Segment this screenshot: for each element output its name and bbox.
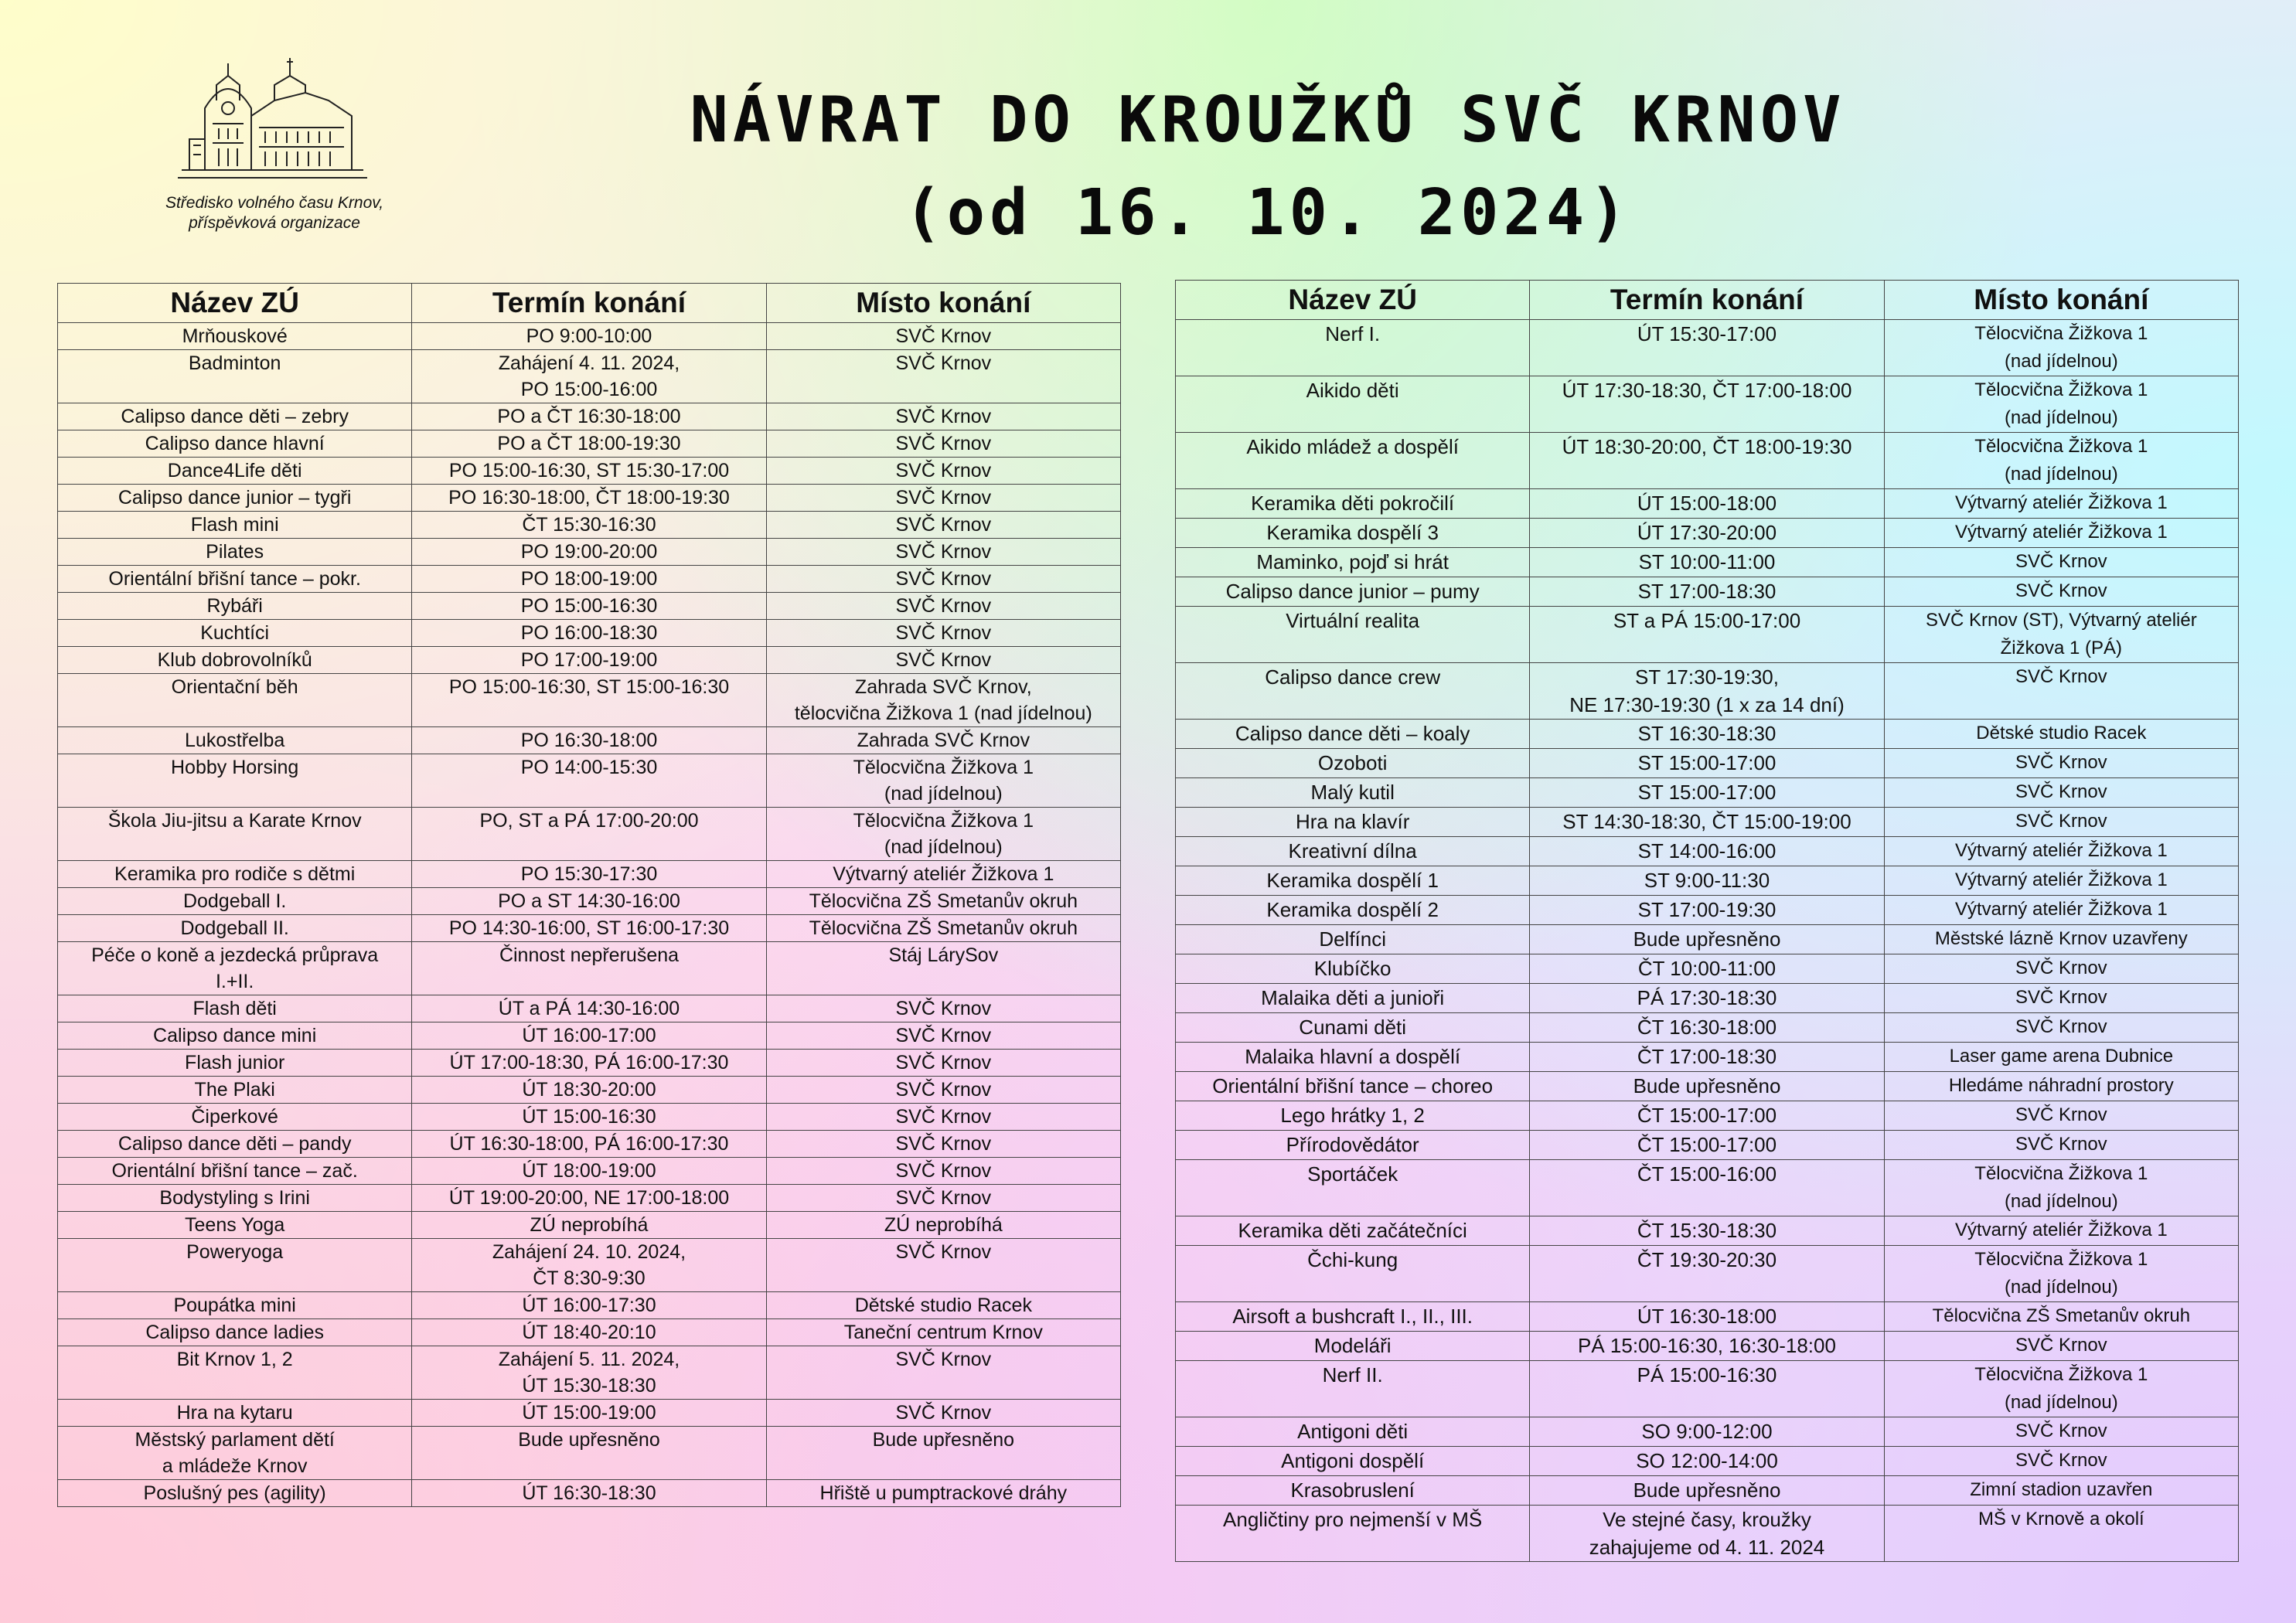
venue-cell: SVČ Krnov <box>766 620 1120 647</box>
venue-cell: SVČ Krnov <box>1884 778 2238 808</box>
table-row <box>1176 1131 2239 1160</box>
venue-cell: Zahrada SVČ Krnov, tělocvična Žižkova 1 (nad jídelnou) <box>766 674 1120 727</box>
schedule-time-cell: Bude upřesněno <box>412 1427 766 1480</box>
activity-name-cell: Angličtiny pro nejmenší v MŠ <box>1176 1506 1530 1562</box>
schedule-time-cell: ÚT 17:30-18:30, ČT 17:00-18:00 <box>1530 376 1884 433</box>
activity-name-cell: Calipso dance ladies <box>58 1319 412 1346</box>
venue-cell: SVČ Krnov <box>1884 1131 2238 1160</box>
activity-name-cell: Čchi-kung <box>1176 1246 1530 1302</box>
venue-cell: SVČ Krnov <box>1884 954 2238 984</box>
venue-cell: Laser game arena Dubnice <box>1884 1043 2238 1072</box>
table-row <box>58 727 1121 754</box>
table-row <box>1176 607 2239 663</box>
venue-cell: Tělocvična Žižkova 1 (nad jídelnou) <box>1884 1361 2238 1417</box>
activity-name-cell: Cunami děti <box>1176 1013 1530 1043</box>
schedule-time-cell: ÚT 18:40-20:10 <box>412 1319 766 1346</box>
activity-name-cell: Calipso dance junior – tygři <box>58 485 412 512</box>
venue-cell: Zahrada SVČ Krnov <box>766 727 1120 754</box>
venue-cell: SVČ Krnov <box>766 1400 1120 1427</box>
table-row <box>1176 1506 2239 1562</box>
table-row <box>58 539 1121 566</box>
activity-name-cell: Krasobruslení <box>1176 1476 1530 1506</box>
schedule-time-cell: ST 15:00-17:00 <box>1530 749 1884 778</box>
venue-cell: SVČ Krnov <box>766 1346 1120 1400</box>
table-row <box>58 323 1121 350</box>
activity-name-cell: Lukostřelba <box>58 727 412 754</box>
table-row <box>58 995 1121 1022</box>
activity-name-cell: Teens Yoga <box>58 1212 412 1239</box>
table-row <box>58 1131 1121 1158</box>
venue-cell: SVČ Krnov <box>1884 663 2238 720</box>
schedule-time-cell: ÚT 15:00-16:30 <box>412 1104 766 1131</box>
activity-name-cell: Dodgeball II. <box>58 915 412 942</box>
schedule-time-cell: PO 15:00-16:30, ST 15:30-17:00 <box>412 458 766 485</box>
table-row <box>1176 749 2239 778</box>
schedule-time-cell: ZÚ neprobíhá <box>412 1212 766 1239</box>
schedule-time-cell: Bude upřesněno <box>1530 1476 1884 1506</box>
venue-cell: Bude upřesněno <box>766 1427 1120 1480</box>
table-row <box>1176 1072 2239 1101</box>
table-row <box>58 942 1121 995</box>
activity-name-cell: Antigoni dospělí <box>1176 1447 1530 1476</box>
activity-name-cell: Calipso dance děti – koaly <box>1176 720 1530 749</box>
schedule-time-cell: ST 16:30-18:30 <box>1530 720 1884 749</box>
activity-name-cell: Malaika děti a junioři <box>1176 984 1530 1013</box>
table-header-row <box>1176 281 2239 320</box>
activity-name-cell: Keramika pro rodiče s dětmi <box>58 861 412 888</box>
schedule-time-cell: ST 14:30-18:30, ČT 15:00-19:00 <box>1530 808 1884 837</box>
venue-cell: Tělocvična ZŠ Smetanův okruh <box>766 888 1120 915</box>
schedule-time-cell: ČT 15:30-16:30 <box>412 512 766 539</box>
schedule-time-cell: ÚT 15:00-18:00 <box>1530 489 1884 519</box>
activity-name-cell: Calipso dance děti – zebry <box>58 403 412 430</box>
table-row <box>1176 1216 2239 1246</box>
venue-cell: Výtvarný ateliér Žižkova 1 <box>766 861 1120 888</box>
table-row <box>1176 548 2239 577</box>
schedule-time-cell: ÚT 18:30-20:00, ČT 18:00-19:30 <box>1530 433 1884 489</box>
left-schedule-table <box>57 283 1121 1507</box>
venue-cell: SVČ Krnov <box>766 539 1120 566</box>
table-row <box>58 1050 1121 1077</box>
schedule-time-cell: ÚT 16:30-18:00 <box>1530 1302 1884 1332</box>
schedule-time-cell: ÚT 15:00-19:00 <box>412 1400 766 1427</box>
venue-cell: SVČ Krnov <box>766 1077 1120 1104</box>
table-row <box>1176 376 2239 433</box>
activity-name-cell: Antigoni děti <box>1176 1417 1530 1447</box>
activity-name-cell: Dance4Life děti <box>58 458 412 485</box>
logo-caption-line1: Středisko volného času Krnov, <box>165 194 384 212</box>
venue-cell: Zimní stadion uzavřen <box>1884 1476 2238 1506</box>
activity-name-cell: Dodgeball I. <box>58 888 412 915</box>
schedule-time-cell: ÚT 17:00-18:30, PÁ 16:00-17:30 <box>412 1050 766 1077</box>
table-row <box>1176 808 2239 837</box>
venue-cell: Dětské studio Racek <box>1884 720 2238 749</box>
venue-cell: SVČ Krnov <box>766 1022 1120 1050</box>
venue-cell: SVČ Krnov <box>766 512 1120 539</box>
activity-name-cell: Keramika dospělí 3 <box>1176 519 1530 548</box>
table-row <box>58 888 1121 915</box>
table-row <box>58 512 1121 539</box>
table-header-row <box>58 284 1121 323</box>
table-row <box>58 808 1121 861</box>
schedule-time-cell: ST 10:00-11:00 <box>1530 548 1884 577</box>
schedule-time-cell: ČT 16:30-18:00 <box>1530 1013 1884 1043</box>
table-row <box>1176 896 2239 925</box>
schedule-time-cell: PO a ČT 16:30-18:00 <box>412 403 766 430</box>
venue-cell: SVČ Krnov <box>1884 749 2238 778</box>
schedule-time-cell: PO a ČT 18:00-19:30 <box>412 430 766 458</box>
schedule-time-cell: ÚT a PÁ 14:30-16:00 <box>412 995 766 1022</box>
activity-name-cell: Orientální břišní tance – pokr. <box>58 566 412 593</box>
venue-cell: SVČ Krnov <box>1884 577 2238 607</box>
table-row <box>58 620 1121 647</box>
schedule-time-cell: PO 16:30-18:00 <box>412 727 766 754</box>
activity-name-cell: Keramika děti pokročilí <box>1176 489 1530 519</box>
schedule-time-cell: ČT 15:00-17:00 <box>1530 1131 1884 1160</box>
schedule-time-cell: ČT 15:30-18:30 <box>1530 1216 1884 1246</box>
venue-cell: Tělocvična ZŠ Smetanův okruh <box>766 915 1120 942</box>
schedule-time-cell: ÚT 19:00-20:00, NE 17:00-18:00 <box>412 1185 766 1212</box>
venue-cell: SVČ Krnov <box>1884 1101 2238 1131</box>
venue-cell: SVČ Krnov <box>1884 1417 2238 1447</box>
schedule-time-cell: ST 17:00-18:30 <box>1530 577 1884 607</box>
venue-cell: SVČ Krnov (ST), Výtvarný ateliér Žižkova 1 (PÁ) <box>1884 607 2238 663</box>
table-row <box>1176 1246 2239 1302</box>
table-row <box>1176 577 2239 607</box>
venue-cell: Výtvarný ateliér Žižkova 1 <box>1884 519 2238 548</box>
page-subtitle-date: (od 16. 10. 2024) <box>904 176 1632 250</box>
table-row <box>58 1480 1121 1507</box>
table-row <box>58 1319 1121 1346</box>
column-header-place: Místo konání <box>766 284 1120 323</box>
venue-cell: Výtvarný ateliér Žižkova 1 <box>1884 866 2238 896</box>
venue-cell: SVČ Krnov <box>1884 1013 2238 1043</box>
schedule-time-cell: Bude upřesněno <box>1530 925 1884 954</box>
venue-cell: SVČ Krnov <box>766 430 1120 458</box>
schedule-time-cell: SO 9:00-12:00 <box>1530 1417 1884 1447</box>
activity-name-cell: The Plaki <box>58 1077 412 1104</box>
venue-cell: SVČ Krnov <box>1884 548 2238 577</box>
schedule-time-cell: ČT 19:30-20:30 <box>1530 1246 1884 1302</box>
activity-name-cell: Airsoft a bushcraft I., II., III. <box>1176 1302 1530 1332</box>
venue-cell: Taneční centrum Krnov <box>766 1319 1120 1346</box>
activity-name-cell: Hra na kytaru <box>58 1400 412 1427</box>
table-row <box>1176 1417 2239 1447</box>
activity-name-cell: Pilates <box>58 539 412 566</box>
venue-cell: SVČ Krnov <box>1884 1447 2238 1476</box>
schedule-time-cell: Zahájení 4. 11. 2024, PO 15:00-16:00 <box>412 350 766 403</box>
venue-cell: SVČ Krnov <box>766 323 1120 350</box>
venue-cell: Hledáme náhradní prostory <box>1884 1072 2238 1101</box>
venue-cell: Tělocvična Žižkova 1 (nad jídelnou) <box>1884 1246 2238 1302</box>
activity-name-cell: Škola Jiu-jitsu a Karate Krnov <box>58 808 412 861</box>
activity-name-cell: Delfínci <box>1176 925 1530 954</box>
venue-cell: SVČ Krnov <box>1884 984 2238 1013</box>
table-row <box>58 430 1121 458</box>
table-row <box>58 1104 1121 1131</box>
venue-cell: Tělocvična Žižkova 1 (nad jídelnou) <box>1884 433 2238 489</box>
schedule-time-cell: Ve stejné časy, kroužky zahajujeme od 4. 11. 2024 <box>1530 1506 1884 1562</box>
activity-name-cell: Nerf I. <box>1176 320 1530 376</box>
schedule-time-cell: ČT 10:00-11:00 <box>1530 954 1884 984</box>
activity-name-cell: Orientační běh <box>58 674 412 727</box>
schedule-time-cell: ÚT 16:30-18:30 <box>412 1480 766 1507</box>
activity-name-cell: Flash mini <box>58 512 412 539</box>
venue-cell: Výtvarný ateliér Žižkova 1 <box>1884 489 2238 519</box>
venue-cell: SVČ Krnov <box>766 566 1120 593</box>
activity-name-cell: Maminko, pojď si hrát <box>1176 548 1530 577</box>
schedule-time-cell: ČT 15:00-17:00 <box>1530 1101 1884 1131</box>
venue-cell: SVČ Krnov <box>766 1185 1120 1212</box>
schedule-time-cell: ST 14:00-16:00 <box>1530 837 1884 866</box>
schedule-time-cell: PO 9:00-10:00 <box>412 323 766 350</box>
schedule-time-cell: PÁ 15:00-16:30, 16:30-18:00 <box>1530 1332 1884 1361</box>
schedule-time-cell: ÚT 16:30-18:00, PÁ 16:00-17:30 <box>412 1131 766 1158</box>
activity-name-cell: Městský parlament dětí a mládeže Krnov <box>58 1427 412 1480</box>
venue-cell: SVČ Krnov <box>1884 808 2238 837</box>
activity-name-cell: Poslušný pes (agility) <box>58 1480 412 1507</box>
venue-cell: Tělocvična Žižkova 1 (nad jídelnou) <box>766 754 1120 808</box>
schedule-time-cell: Činnost nepřerušena <box>412 942 766 995</box>
activity-name-cell: Péče o koně a jezdecká průprava I.+II. <box>58 942 412 995</box>
page-title: NÁVRAT DO KROUŽKŮ SVČ KRNOV <box>690 83 1846 157</box>
venue-cell: SVČ Krnov <box>766 403 1120 430</box>
activity-name-cell: Malý kutil <box>1176 778 1530 808</box>
table-row <box>58 1077 1121 1104</box>
table-row <box>58 1292 1121 1319</box>
schedule-time-cell: PÁ 15:00-16:30 <box>1530 1361 1884 1417</box>
table-row <box>58 350 1121 403</box>
schedule-time-cell: PO 17:00-19:00 <box>412 647 766 674</box>
table-row <box>1176 1160 2239 1216</box>
logo-caption-line2: příspěvková organizace <box>189 214 360 232</box>
table-row <box>1176 1101 2239 1131</box>
venue-cell: SVČ Krnov <box>766 1131 1120 1158</box>
venue-cell: SVČ Krnov <box>766 1158 1120 1185</box>
activity-name-cell: Bit Krnov 1, 2 <box>58 1346 412 1400</box>
table-row <box>1176 1043 2239 1072</box>
schedule-time-cell: Bude upřesněno <box>1530 1072 1884 1101</box>
table-row <box>58 1427 1121 1480</box>
schedule-time-cell: ČT 17:00-18:30 <box>1530 1043 1884 1072</box>
table-row <box>1176 925 2239 954</box>
activity-name-cell: Orientální břišní tance – zač. <box>58 1158 412 1185</box>
activity-name-cell: Calipso dance hlavní <box>58 430 412 458</box>
activity-name-cell: Kreativní dílna <box>1176 837 1530 866</box>
organization-logo <box>131 54 417 240</box>
table-row <box>58 403 1121 430</box>
venue-cell: SVČ Krnov <box>766 593 1120 620</box>
activity-name-cell: Modeláři <box>1176 1332 1530 1361</box>
table-row <box>58 458 1121 485</box>
activity-name-cell: Badminton <box>58 350 412 403</box>
schedule-time-cell: ST 17:00-19:30 <box>1530 896 1884 925</box>
column-header-place: Místo konání <box>1884 281 2238 320</box>
venue-cell: Výtvarný ateliér Žižkova 1 <box>1884 896 2238 925</box>
table-row <box>1176 984 2239 1013</box>
activity-name-cell: Hobby Horsing <box>58 754 412 808</box>
activity-name-cell: Flash děti <box>58 995 412 1022</box>
table-row <box>58 1185 1121 1212</box>
schedule-time-cell: PO, ST a PÁ 17:00-20:00 <box>412 808 766 861</box>
activity-name-cell: Flash junior <box>58 1050 412 1077</box>
venue-cell: SVČ Krnov <box>766 647 1120 674</box>
activity-name-cell: Calipso dance mini <box>58 1022 412 1050</box>
schedule-time-cell: PÁ 17:30-18:30 <box>1530 984 1884 1013</box>
table-row <box>1176 1476 2239 1506</box>
schedule-time-cell: ČT 15:00-16:00 <box>1530 1160 1884 1216</box>
table-row <box>58 1212 1121 1239</box>
table-row <box>1176 519 2239 548</box>
table-row <box>1176 320 2239 376</box>
schedule-time-cell: ÚT 17:30-20:00 <box>1530 519 1884 548</box>
activity-name-cell: Hra na klavír <box>1176 808 1530 837</box>
table-row <box>1176 1361 2239 1417</box>
table-row <box>1176 720 2239 749</box>
table-row <box>58 593 1121 620</box>
schedule-time-cell: PO 15:00-16:30, ST 15:00-16:30 <box>412 674 766 727</box>
table-row <box>58 674 1121 727</box>
column-header-name: Název ZÚ <box>1176 281 1530 320</box>
schedule-time-cell: PO 15:00-16:30 <box>412 593 766 620</box>
table-row <box>58 754 1121 808</box>
schedule-time-cell: ST 9:00-11:30 <box>1530 866 1884 896</box>
table-row <box>1176 1302 2239 1332</box>
venue-cell: SVČ Krnov <box>766 1050 1120 1077</box>
schedule-time-cell: PO 16:00-18:30 <box>412 620 766 647</box>
table-row <box>1176 866 2239 896</box>
venue-cell: SVČ Krnov <box>766 995 1120 1022</box>
activity-name-cell: Rybáři <box>58 593 412 620</box>
activity-name-cell: Aikido mládež a dospělí <box>1176 433 1530 489</box>
table-row <box>1176 1332 2239 1361</box>
schedule-time-cell: ST a PÁ 15:00-17:00 <box>1530 607 1884 663</box>
venue-cell: Výtvarný ateliér Žižkova 1 <box>1884 837 2238 866</box>
activity-name-cell: Aikido děti <box>1176 376 1530 433</box>
venue-cell: SVČ Krnov <box>766 1239 1120 1292</box>
schedule-time-cell: ST 17:30-19:30, NE 17:30-19:30 (1 x za 14 dní) <box>1530 663 1884 720</box>
right-schedule-table <box>1175 280 2239 1562</box>
table-row <box>58 915 1121 942</box>
schedule-time-cell: PO 18:00-19:00 <box>412 566 766 593</box>
venue-cell: SVČ Krnov <box>1884 1332 2238 1361</box>
table-row <box>1176 837 2239 866</box>
venue-cell: Výtvarný ateliér Žižkova 1 <box>1884 1216 2238 1246</box>
venue-cell: SVČ Krnov <box>766 1104 1120 1131</box>
activity-name-cell: Sportáček <box>1176 1160 1530 1216</box>
table-row <box>58 1400 1121 1427</box>
activity-name-cell: Kuchtíci <box>58 620 412 647</box>
venue-cell: SVČ Krnov <box>766 485 1120 512</box>
schedule-time-cell: SO 12:00-14:00 <box>1530 1447 1884 1476</box>
schedule-time-cell: PO a ST 14:30-16:00 <box>412 888 766 915</box>
venue-cell: SVČ Krnov <box>766 350 1120 403</box>
table-row <box>58 566 1121 593</box>
schedule-time-cell: ÚT 18:00-19:00 <box>412 1158 766 1185</box>
activity-name-cell: Přírodovědátor <box>1176 1131 1530 1160</box>
schedule-time-cell: ÚT 18:30-20:00 <box>412 1077 766 1104</box>
schedule-time-cell: Zahájení 24. 10. 2024, ČT 8:30-9:30 <box>412 1239 766 1292</box>
table-row <box>58 1022 1121 1050</box>
activity-name-cell: Keramika dospělí 1 <box>1176 866 1530 896</box>
table-row <box>58 1158 1121 1185</box>
table-row <box>1176 954 2239 984</box>
activity-name-cell: Virtuální realita <box>1176 607 1530 663</box>
activity-name-cell: Keramika děti začátečníci <box>1176 1216 1530 1246</box>
activity-name-cell: Poweryoga <box>58 1239 412 1292</box>
table-row <box>58 861 1121 888</box>
activity-name-cell: Bodystyling s Irini <box>58 1185 412 1212</box>
schedule-time-cell: ÚT 16:00-17:00 <box>412 1022 766 1050</box>
building-logo-icon <box>174 54 375 193</box>
activity-name-cell: Mrňouskové <box>58 323 412 350</box>
schedule-time-cell: ST 15:00-17:00 <box>1530 778 1884 808</box>
activity-name-cell: Čiperkové <box>58 1104 412 1131</box>
venue-cell: Městské lázně Krnov uzavřeny <box>1884 925 2238 954</box>
venue-cell: Hřiště u pumptrackové dráhy <box>766 1480 1120 1507</box>
activity-name-cell: Klubíčko <box>1176 954 1530 984</box>
table-row <box>1176 1013 2239 1043</box>
venue-cell: SVČ Krnov <box>766 458 1120 485</box>
venue-cell: Tělocvična Žižkova 1 (nad jídelnou) <box>1884 376 2238 433</box>
schedule-time-cell: Zahájení 5. 11. 2024, ÚT 15:30-18:30 <box>412 1346 766 1400</box>
table-row <box>1176 489 2239 519</box>
schedule-time-cell: PO 19:00-20:00 <box>412 539 766 566</box>
activity-name-cell: Keramika dospělí 2 <box>1176 896 1530 925</box>
column-header-name: Název ZÚ <box>58 284 412 323</box>
venue-cell: Tělocvična Žižkova 1 (nad jídelnou) <box>1884 1160 2238 1216</box>
activity-name-cell: Calipso dance crew <box>1176 663 1530 720</box>
venue-cell: Tělocvična ZŠ Smetanův okruh <box>1884 1302 2238 1332</box>
venue-cell: Dětské studio Racek <box>766 1292 1120 1319</box>
schedule-time-cell: PO 15:30-17:30 <box>412 861 766 888</box>
table-row <box>1176 433 2239 489</box>
table-row <box>58 1346 1121 1400</box>
table-row <box>1176 1447 2239 1476</box>
schedule-time-cell: ÚT 16:00-17:30 <box>412 1292 766 1319</box>
activity-name-cell: Nerf II. <box>1176 1361 1530 1417</box>
schedule-time-cell: PO 16:30-18:00, ČT 18:00-19:30 <box>412 485 766 512</box>
schedule-time-cell: ÚT 15:30-17:00 <box>1530 320 1884 376</box>
table-row <box>1176 663 2239 720</box>
venue-cell: Tělocvična Žižkova 1 (nad jídelnou) <box>766 808 1120 861</box>
table-row <box>58 647 1121 674</box>
table-row <box>58 485 1121 512</box>
venue-cell: MŠ v Krnově a okolí <box>1884 1506 2238 1562</box>
activity-name-cell: Calipso dance junior – pumy <box>1176 577 1530 607</box>
column-header-time: Termín konání <box>412 284 766 323</box>
venue-cell: Stáj LárySov <box>766 942 1120 995</box>
activity-name-cell: Ozoboti <box>1176 749 1530 778</box>
column-header-time: Termín konání <box>1530 281 1884 320</box>
activity-name-cell: Malaika hlavní a dospělí <box>1176 1043 1530 1072</box>
activity-name-cell: Orientální břišní tance – choreo <box>1176 1072 1530 1101</box>
table-row <box>1176 778 2239 808</box>
venue-cell: Tělocvična Žižkova 1 (nad jídelnou) <box>1884 320 2238 376</box>
schedule-time-cell: PO 14:30-16:00, ST 16:00-17:30 <box>412 915 766 942</box>
activity-name-cell: Poupátka mini <box>58 1292 412 1319</box>
venue-cell: ZÚ neprobíhá <box>766 1212 1120 1239</box>
activity-name-cell: Lego hrátky 1, 2 <box>1176 1101 1530 1131</box>
activity-name-cell: Klub dobrovolníků <box>58 647 412 674</box>
table-row <box>58 1239 1121 1292</box>
schedule-time-cell: PO 14:00-15:30 <box>412 754 766 808</box>
activity-name-cell: Calipso dance děti – pandy <box>58 1131 412 1158</box>
